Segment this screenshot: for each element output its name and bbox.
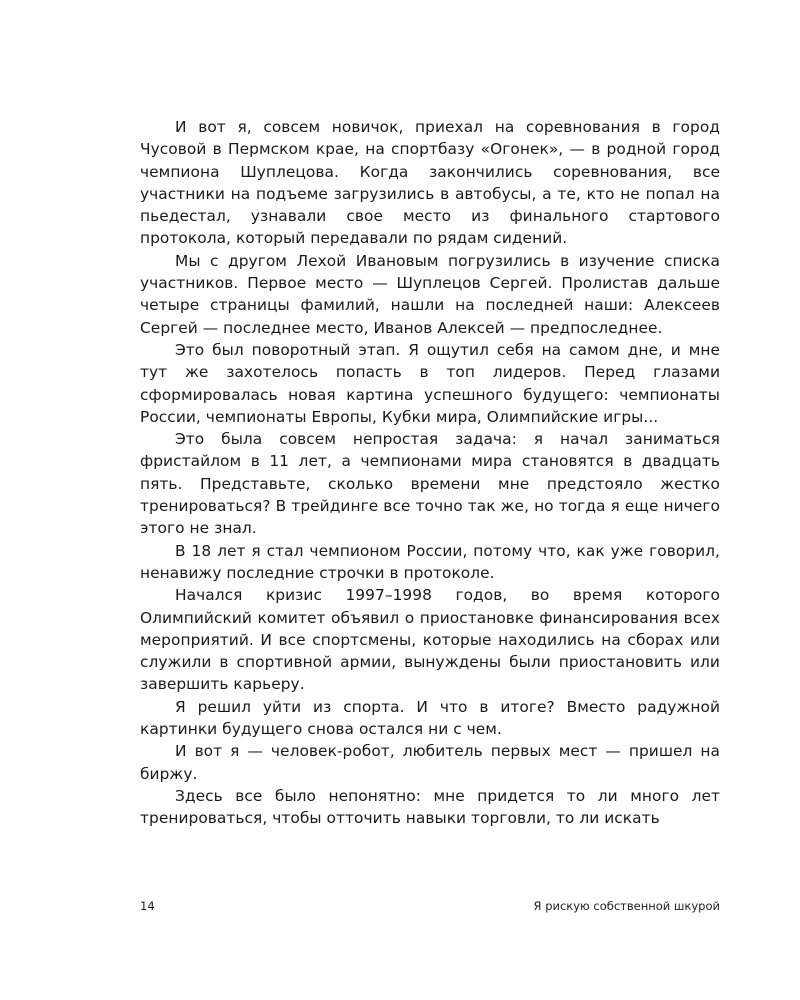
paragraph-1: И вот я, совсем новичок, приехал на соревнования в город Чусовой в Пермском крае, на спортбазу «Огонек», — в родной город чемпиона Шуплецова. Когда закончились соревнования, все участники на подъеме загрузились в автобусы, а те, кто не попал на пьедестал, узнавали свое место из финального стартового протокола, который передавали по рядам сидений. [140, 118, 720, 248]
paragraph-6: Начался кризис 1997–1998 годов, во время которого Олимпийский комитет объявил о приостановке финансирования всех мероприятий. И все спортсмены, которые находились на сборах или служили в спортивной армии, вынуждены были приостановить или завершить карьеру. [140, 586, 720, 694]
paragraph-3: Это был поворотный этап. Я ощутил себя на самом дне, и мне тут же захотелось попасть в топ лидеров. Перед глазами сформировалась новая картина успешного будущего: чемпионаты России, чемпионаты Европы, Кубки мира, Олимпийские игры... [140, 340, 720, 426]
paragraph-9: Здесь все было непонятно: мне придется то ли много лет тренироваться, чтобы отточить навыки торговли, то ли искать [140, 786, 720, 828]
paragraph-5: В 18 лет я стал чемпионом России, потому что, как уже говорил, ненавижу последние строчки в протоколе. [140, 541, 720, 582]
body-text [140, 116, 720, 830]
running-title: Я рискую собственной шкурой [533, 899, 720, 913]
paragraph-8: И вот я — человек-робот, любитель первых мест — пришел на биржу. [140, 742, 720, 783]
page-footer [140, 898, 720, 914]
page-number: 14 [140, 899, 155, 913]
paragraph-4: Это была совсем непростая задача: я начал заниматься фристайлом в 11 лет, а чемпионами мира становятся в двадцать пять. Представьте, сколько времени мне предстояло жестко тренироваться? В трейдинге все точно так же, но тогда я еще ничего этого не знал. [140, 430, 720, 538]
paragraph-7: Я решил уйти из спорта. И что в итоге? Вместо радужной картинки будущего снова остался ни с чем. [140, 697, 720, 739]
paragraph-2: Мы с другом Лехой Ивановым погрузились в изучение списка участников. Первое место — Шуплецов Сергей. Пролистав дальше четыре страницы фамилий, нашли на последней наши: Алексеев Сергей — последнее место, Иванов Алексей — предпоследнее. [140, 251, 720, 337]
